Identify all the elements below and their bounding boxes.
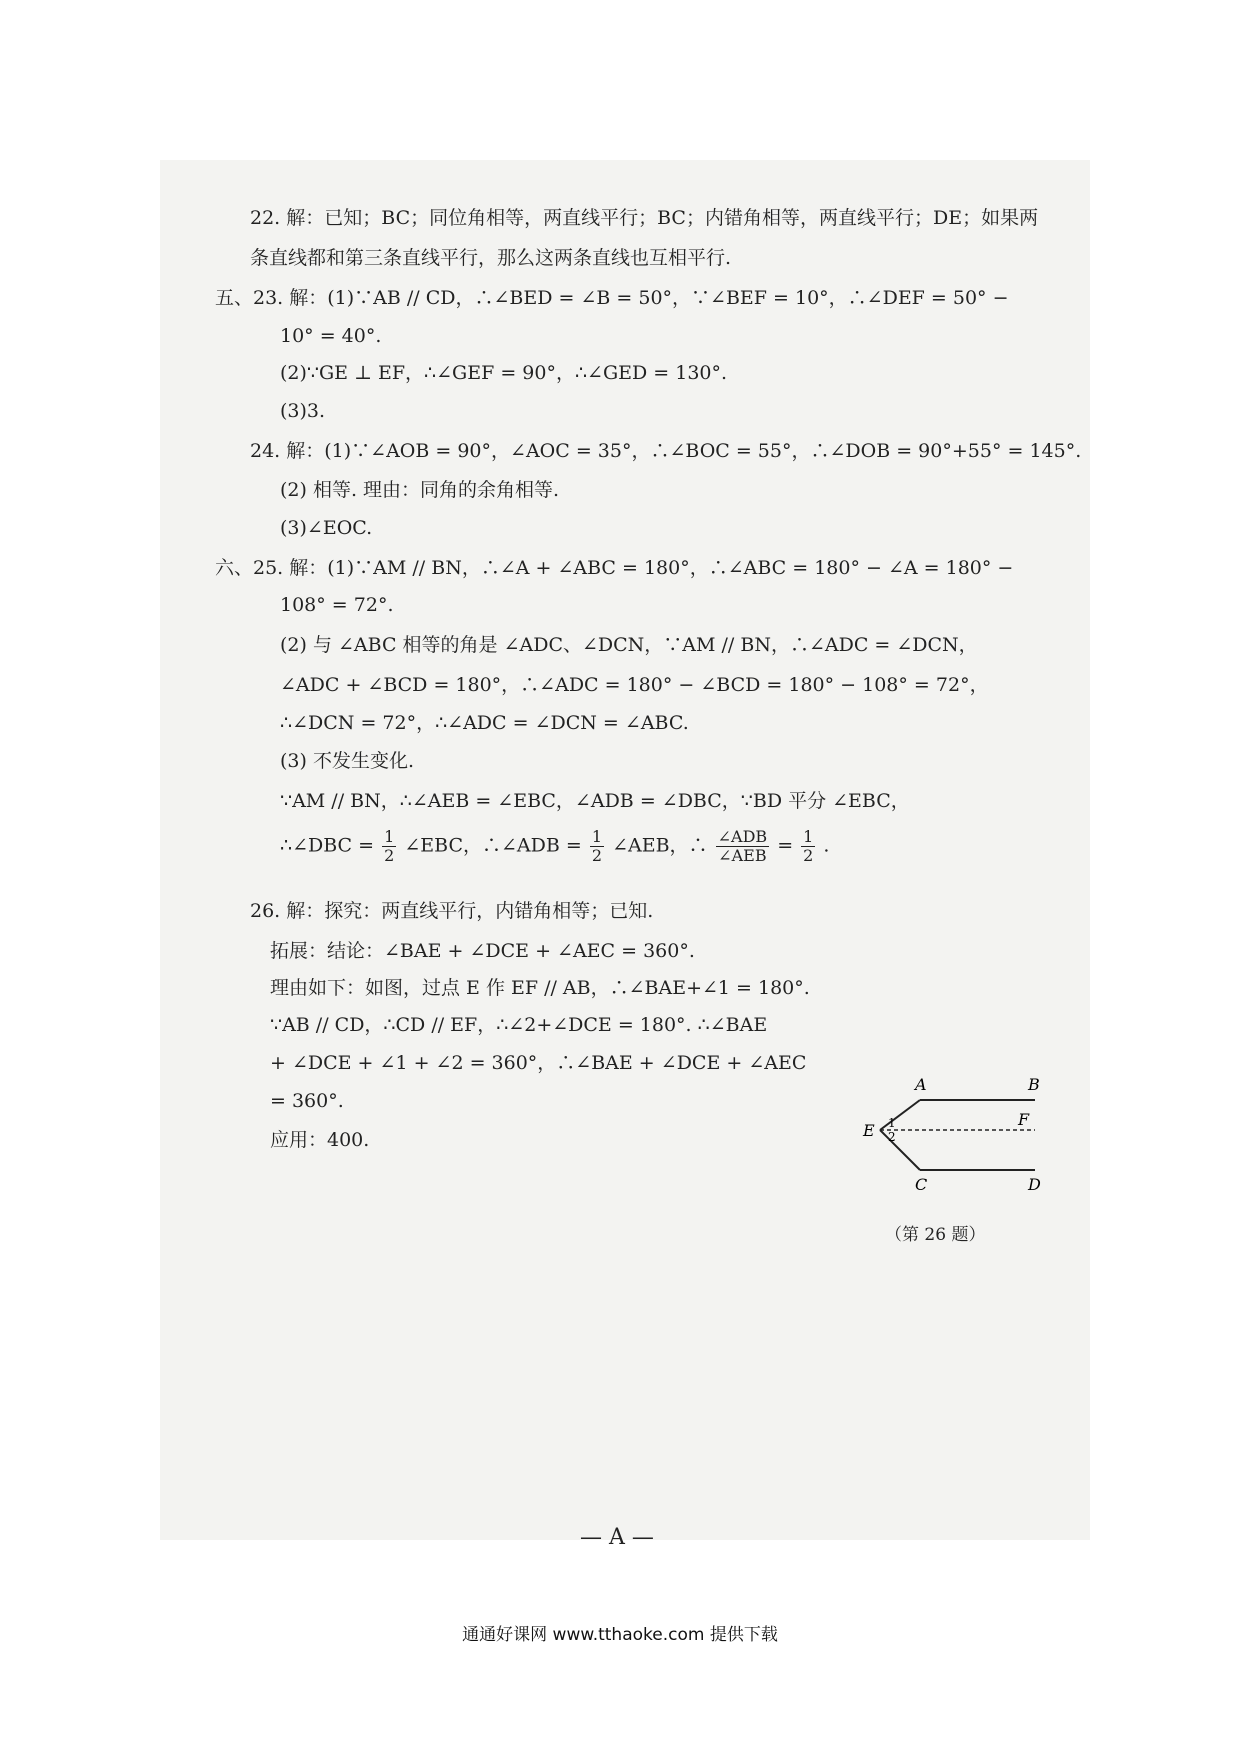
fraction-line-part-4: = (777, 834, 794, 857)
answer-23-line-2: 10° = 40°. (280, 325, 382, 347)
answer-23-line-3: (2)∵GE ⊥ EF，∴∠GEF = 90°，∴∠GED = 130°. (280, 362, 728, 384)
answer-23-line-4: (3)3. (280, 400, 326, 422)
fraction-line-part-2: ∠EBC，∴∠ADB = (404, 834, 582, 857)
answer-26-line-6: = 360°. (270, 1090, 344, 1112)
label-a: A (915, 1075, 927, 1094)
fraction-denominator: 2 (803, 846, 814, 865)
page-number: — A — (580, 1525, 654, 1550)
label-b: B (1028, 1075, 1040, 1094)
answer-25-line-4: ∠ADC + ∠BCD = 180°，∴∠ADC = 180° − ∠BCD = 180° − 108° = 72°， (280, 674, 989, 696)
fraction-numerator: 1 (384, 827, 395, 846)
answer-25-line-6: (3) 不发生变化. (280, 750, 414, 772)
fraction-numerator: ∠ADB (717, 827, 768, 846)
segment-ec (880, 1130, 920, 1170)
fraction-numerator: 1 (591, 827, 603, 846)
answer-25-line-1: 六、25. 解：(1)∵AM // BN，∴∠A + ∠ABC = 180°，∴∠ABC = 180° − ∠A = 180° − (215, 557, 1014, 579)
answer-25-line-8 (280, 828, 829, 865)
answer-22-line-2: 条直线都和第三条直线平行，那么这两条直线也互相平行. (250, 247, 732, 269)
segment-ae (880, 1100, 920, 1130)
answer-24-line-3: (3)∠EOC. (280, 517, 373, 539)
fraction-line-part-5: . (823, 834, 830, 857)
problem-26-figure (860, 1065, 1060, 1235)
fraction-denominator: 2 (591, 846, 603, 865)
fraction-one-half (801, 828, 815, 865)
fraction-denominator: 2 (384, 846, 395, 865)
answer-23-line-1: 五、23. 解：(1)∵AB // CD，∴∠BED = ∠B = 50°，∵∠BEF = 10°，∴∠DEF = 50° − (215, 287, 1009, 309)
label-c: C (915, 1175, 928, 1194)
download-source-footer: 通通好课网 www.tthaoke.com 提供下载 (462, 1625, 778, 1645)
answer-26-line-2: 拓展：结论：∠BAE + ∠DCE + ∠AEC = 360°. (270, 940, 695, 962)
answer-26-line-7: 应用：400. (270, 1129, 370, 1151)
answer-25-line-2: 108° = 72°. (280, 594, 394, 616)
label-angle-1: 1 (888, 1116, 896, 1130)
answer-25-line-5: ∴∠DCN = 72°，∴∠ADC = ∠DCN = ∠ABC. (280, 712, 689, 734)
label-f: F (1018, 1110, 1030, 1129)
answer-24-line-1: 24. 解：(1)∵∠AOB = 90°，∠AOC = 35°，∴∠BOC = 55°，∴∠DOB = 90°+55° = 145°. (250, 440, 1082, 462)
fraction-numerator: 1 (803, 827, 814, 846)
answer-26-line-3: 理由如下：如图，过点 E 作 EF // AB，∴∠BAE+∠1 = 180°. (270, 977, 810, 999)
answer-25-line-3: (2) 与 ∠ABC 相等的角是 ∠ADC、∠DCN，∵AM // BN，∴∠ADC = ∠DCN， (280, 634, 978, 656)
answer-26-line-4: ∵AB // CD，∴CD // EF，∴∠2+∠DCE = 180°. ∴∠BAE (270, 1014, 768, 1036)
fraction-one-half (590, 828, 604, 865)
answer-24-line-2: (2) 相等. 理由：同角的余角相等. (280, 479, 560, 501)
label-e: E (863, 1121, 875, 1140)
fraction-denominator: ∠AEB (718, 846, 767, 865)
fraction-line-part-3: ∠AEB，∴ (612, 834, 708, 857)
fraction-line-part-1: ∴∠DBC = (280, 834, 375, 857)
answer-26-line-5: + ∠DCE + ∠1 + ∠2 = 360°，∴∠BAE + ∠DCE + ∠AEC (270, 1052, 807, 1074)
answer-22-line-1: 22. 解：已知；BC；同位角相等，两直线平行；BC；内错角相等，两直线平行；DE；如果两 (250, 207, 1039, 229)
figure-caption: （第 26 题） (885, 1225, 986, 1245)
answer-26-line-1: 26. 解：探究：两直线平行，内错角相等；已知. (250, 900, 654, 922)
fraction-one-half (382, 828, 396, 865)
answer-25-line-7: ∵AM // BN，∴∠AEB = ∠EBC，∠ADB = ∠DBC，∵BD 平分 ∠EBC， (280, 790, 910, 812)
fraction-adb-over-aeb (716, 828, 770, 865)
geometry-diagram (860, 1065, 1060, 1235)
label-angle-2: 2 (888, 1130, 896, 1144)
label-d: D (1028, 1175, 1041, 1194)
